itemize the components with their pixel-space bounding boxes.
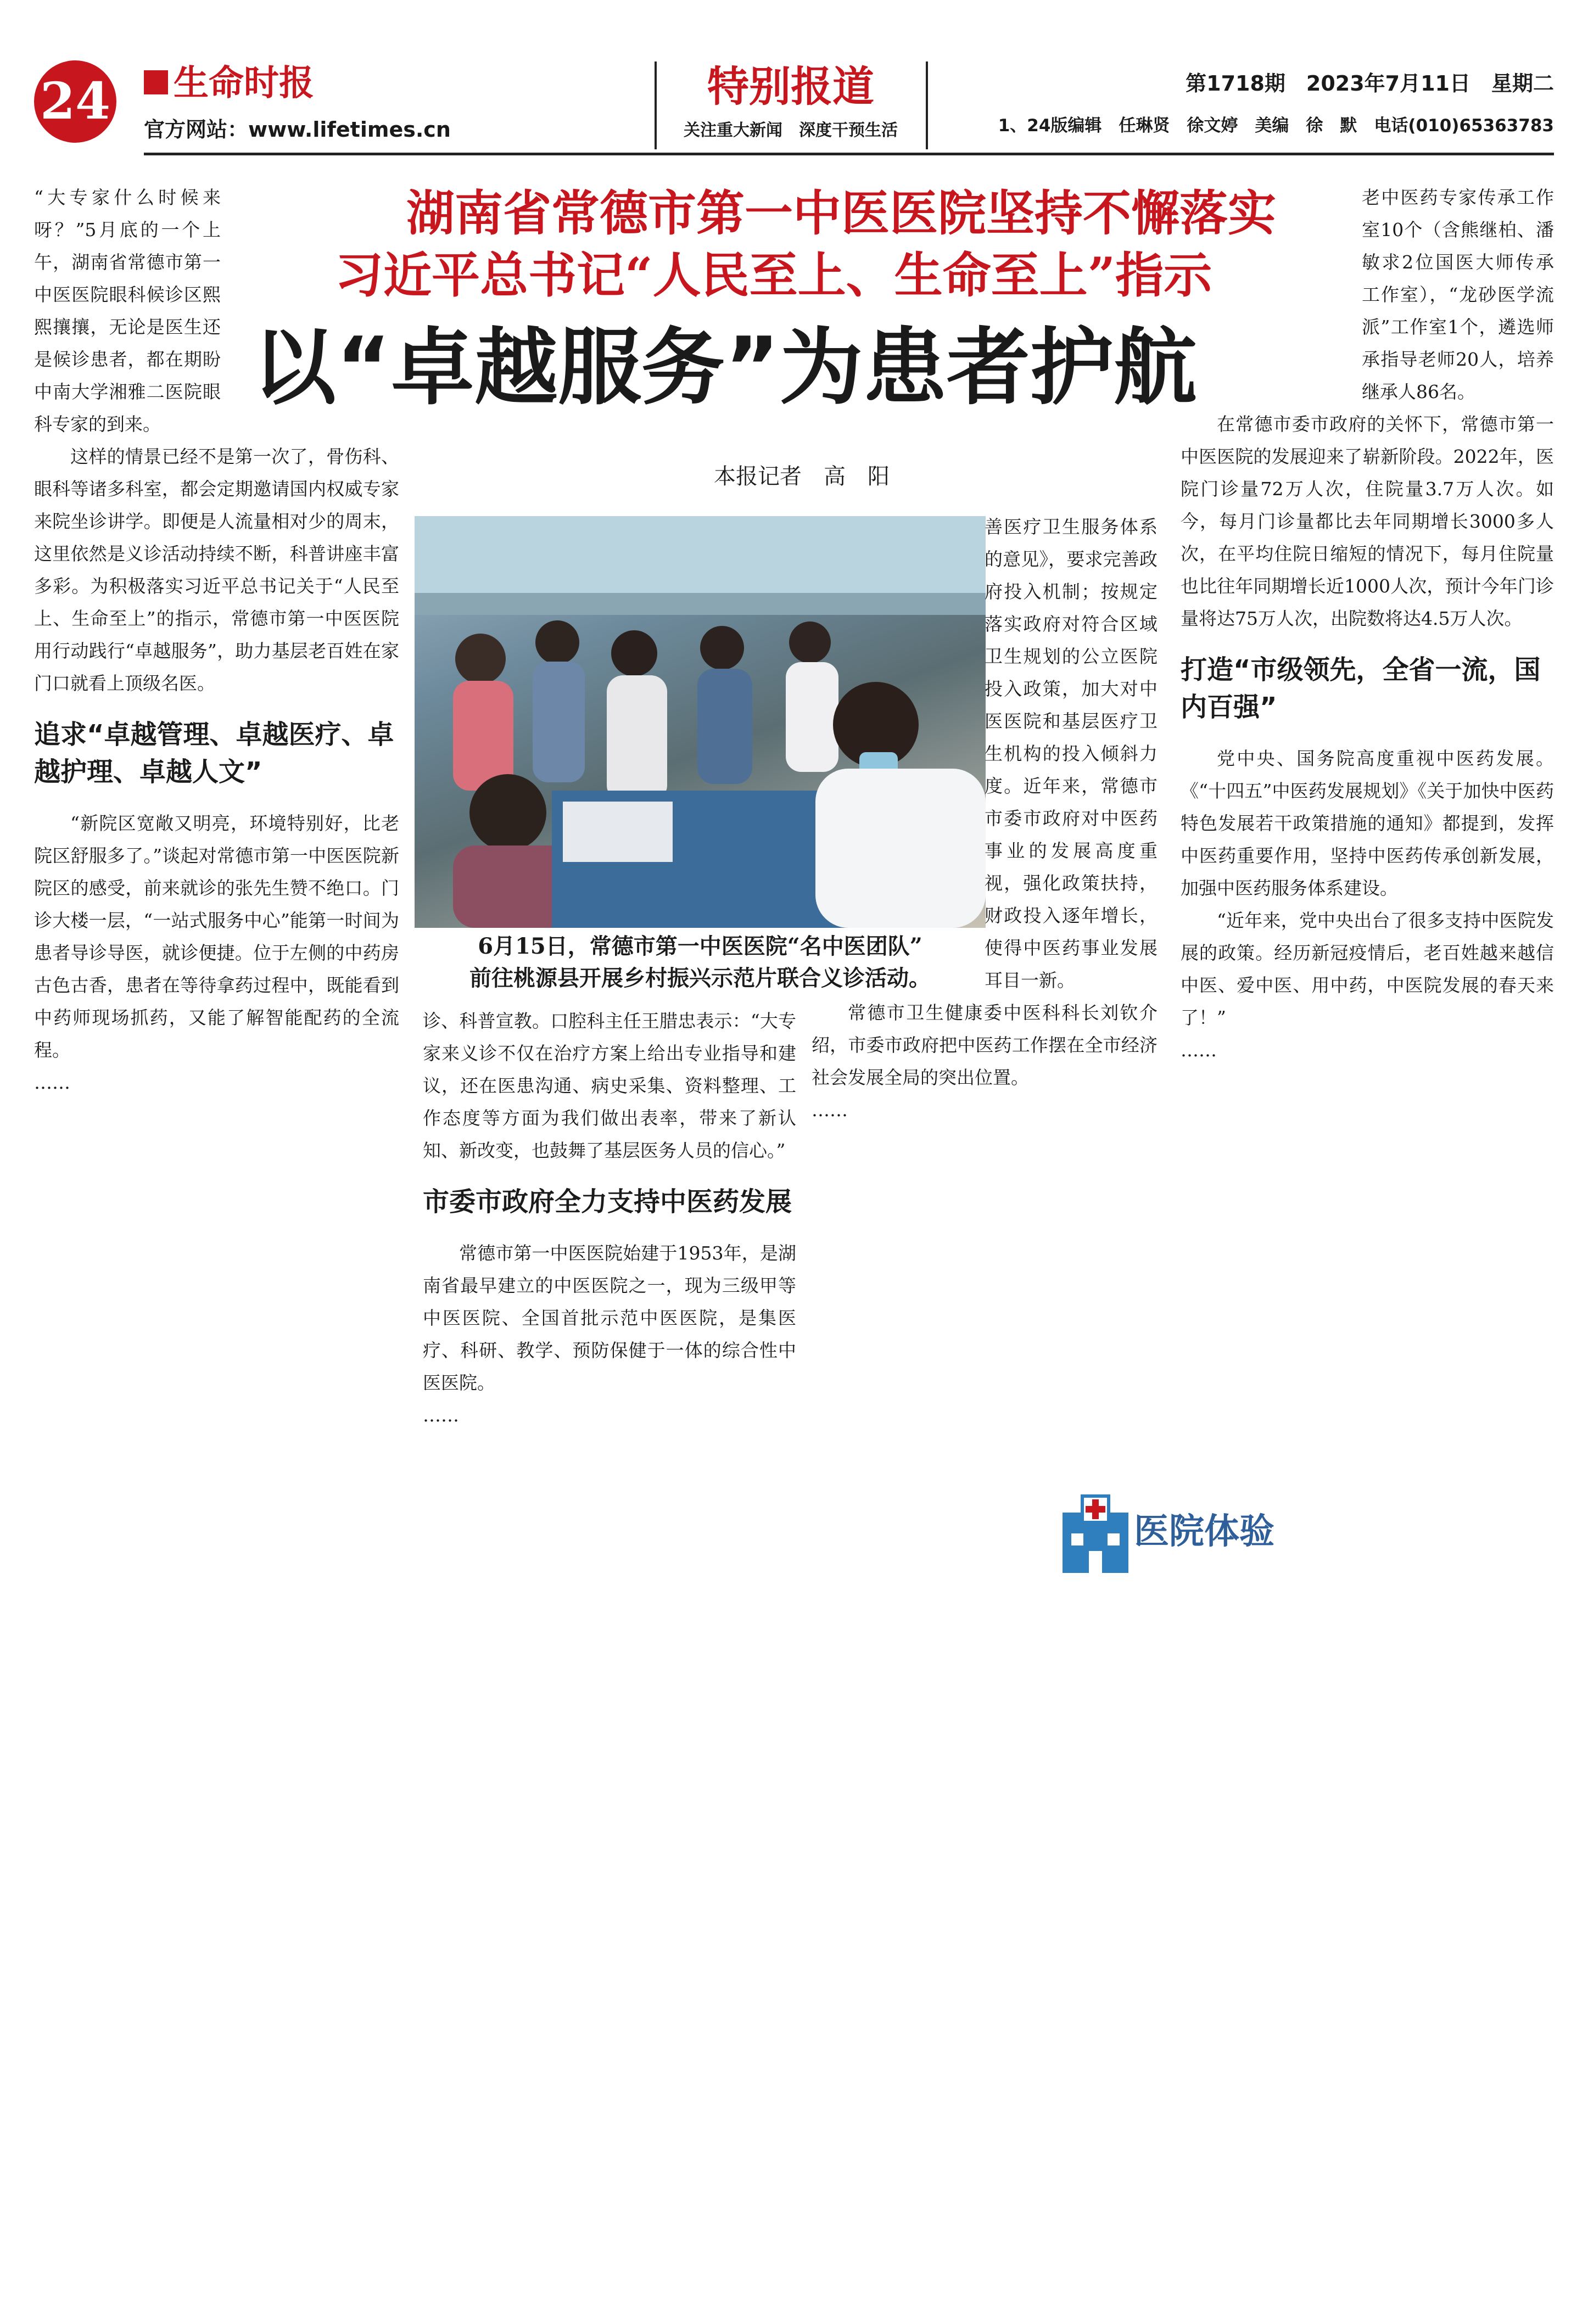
col3-paragraph-1: 善医疗卫生服务体系的意见》，要求完善政府投入机制；按规定落实政府对符合区域卫生规划的公立医院投入政策，加大对中医医院和基层医疗卫生机构的投入倾斜力度。近年来，常德市市委市政府对中医药事业的发展高度重视，强化政策扶持，财政投入逐年增长，使得中医药事业发展耳目一新。 (985, 516, 1158, 991)
page-number: 24 (40, 71, 111, 131)
masthead-divider-left (655, 61, 657, 149)
col3-continues: …… (812, 1099, 848, 1121)
col1-continues: …… (34, 1072, 70, 1093)
section-title: 特别报道 (707, 62, 874, 111)
col1-paragraph-2: “新院区宽敞又明亮，环境特别好，比老院区舒服多了。”谈起对常德市第一中医医院新院区的感受，前来就诊的张先生赞不绝口。门诊大楼一层，“一站式服务中心”能第一时间为患者导诊导医，就诊便捷。位于左侧的中药房古色古香，患者在等待拿药过程中，既能看到中药师现场抓药，又能了解智能配药的全流程。 (34, 813, 399, 1061)
headline: 以“卓越服务”为患者护航 (253, 319, 1197, 416)
subhead-pursue-excellence: 追求“卓越管理、卓越医疗、卓越护理、卓越人文” (34, 719, 394, 787)
col3-paragraph-2: 常德市卫生健康委中医科科长刘钦介绍，市委市政府把中医药工作摆在全市经济社会发展全局的突出位置。 (812, 1002, 1158, 1088)
masthead-bottom-rule (144, 153, 1554, 155)
col2-paragraph-2: 常德市第一中医医院始建于1953年，是湖南省最早建立的中医医院之一，现为三级甲等中医医院、全国首批示范中医医院，是集医疗、科研、教学、预防保健于一体的综合性中医医院。 (423, 1242, 796, 1393)
kicker-line-1: 湖南省常德市第一中医医院坚持不懈落实 (406, 184, 1277, 242)
kicker-line-2: 习近平总书记“人民至上、生命至上”指示 (335, 247, 1212, 304)
column-1 (34, 181, 399, 2306)
photo-caption-line-1: 6月15日，常德市第一中医医院“名中医团队” (478, 933, 922, 959)
logo-text: 生命时报 (174, 63, 314, 104)
logo-square-icon (144, 70, 168, 94)
masthead-divider-right (926, 61, 928, 149)
col4-paragraph-0: 老中医药专家传承工作室10个（含熊继柏、潘敏求2位国医大师传承工作室），“龙砂医学流派”工作室1个，遴选师承指导老师20人，培养继承人86名。 (1362, 187, 1554, 402)
photo-caption-line-2: 前往桃源县开展乡村振兴示范片联合义诊活动。 (469, 965, 931, 991)
col1-paragraph-1: 这样的情景已经不是第一次了，骨伤科、眼科等诸多科室，都会定期邀请国内权威专家来院坐诊讲学。即便是人流量相对少的周末，这里依然是义诊活动持续不断，科普讲座丰富多彩。为积极落实习近平总书记关于“人民至上、生命至上”的指示，常德市第一中医医院用行动践行“卓越服务”，助力基层老百姓在家门口就看上顶级名医。 (34, 446, 399, 694)
col4-paragraph-1: 在常德市委市政府的关怀下，常德市第一中医医院的发展迎来了崭新阶段。2022年，医院门诊量72万人次，住院量3.7万人次。如今，每月门诊量都比去年同期增长3000多人次，在平均住院日缩短的情况下，每月住院量也比往年同期增长近1000人次，预计今年门诊量将达75万人次，出院数将达4.5万人次。 (1181, 413, 1554, 629)
col2-paragraph-1: 诊、科普宣教。口腔科主任王腊忠表示：“大专家来义诊不仅在治疗方案上给出专业指导和建议，还在医患沟通、病史采集、资料整理、工作态度等方面为我们做出表率，带来了新认知、新改变，也鼓舞了基层医务人员的信心。” (423, 1010, 796, 1161)
section-slogan: 关注重大新闻 深度干预生活 (684, 121, 898, 140)
col4-paragraph-2: 党中央、国务院高度重视中医药发展。《“十四五”中医药发展规划》《关于加快中医药特色发展若干政策措施的通知》都提到，发挥中医药重要作用，坚持中医药传承创新发展，加强中医药服务体系建设。 (1181, 748, 1554, 899)
byline: 本报记者 高 阳 (714, 464, 890, 489)
column-4 (1181, 181, 1554, 2306)
col4-paragraph-3: “近年来，党中央出台了很多支持中医院发展的政策。经历新冠疫情后，老百姓越来越信中医、爱中医、用中药，中医院发展的春天来了！” (1181, 910, 1554, 1028)
col2-continues: …… (423, 1404, 459, 1426)
hospital-experience-label: 医院体验 (1134, 1511, 1274, 1552)
col4-continues: …… (1181, 1039, 1217, 1061)
column-2 (423, 1005, 796, 2306)
website-url: 官方网站：www.lifetimes.cn (144, 117, 451, 142)
editors-line: 1、24版编辑 任琳贤 徐文婷 美编 徐 默 电话(010)65363783 (998, 116, 1554, 136)
subhead-government-support: 市委市政府全力支持中医药发展 (423, 1186, 792, 1217)
column-3 (812, 511, 1158, 2306)
intro-quote: “大专家什么时候来呀？”5月底的一个上午，湖南省常德市第一中医医院眼科候诊区熙熙攘攘，无论是医生还是候诊患者，都在期盼中南大学湘雅二医院眼科专家的到来。 (34, 187, 221, 435)
hospital-building-icon (1057, 1491, 1139, 1578)
issue-line: 第1718期 2023年7月11日 星期二 (1186, 71, 1554, 96)
subhead-city-leading: 打造“市级领先，全省一流，国内百强” (1181, 654, 1541, 723)
page-number-badge (34, 60, 116, 143)
